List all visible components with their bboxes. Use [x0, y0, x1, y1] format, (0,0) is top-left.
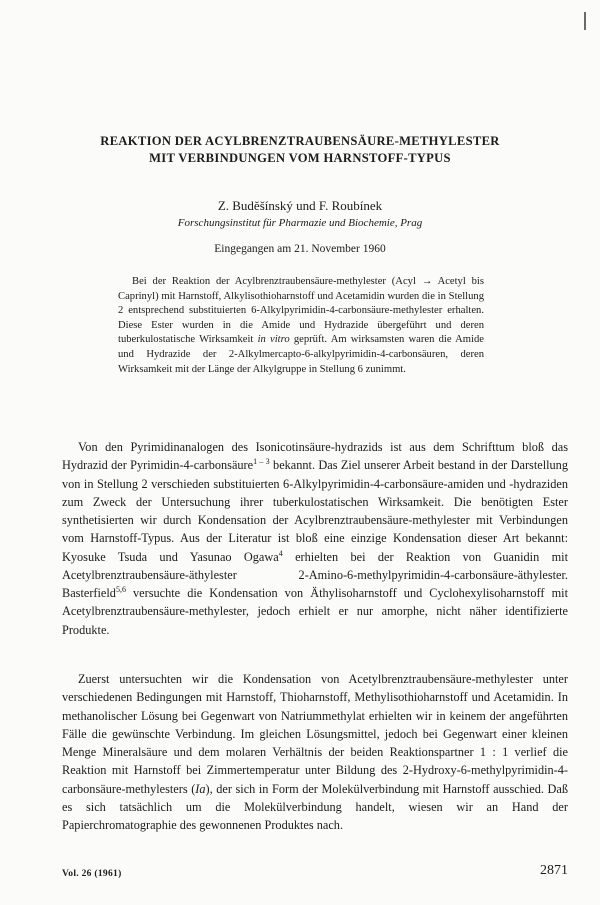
body-paragraph-2: Zuerst untersuchten wir die Kondensation von Acetylbrenztraubensäure-methylester unter verschiedenen Bedingungen mit Harnstoff, Thioharnstoff, Methylisothioharnstoff und Acetamidin. In methanolischer Lösung bei Gegenwart von Natriummethylat erhielten wir in keinem der angeführten Fälle die gewünschte Verbindung. Im gleichen Lösungsmittel, jedoch bei Gegenwart einer kleinen Menge Mineralsäure und dem molaren Verhältnis der beiden Reaktionspartner 1 : 1 verlief die Reaktion mit Harnstoff bei Zimmertemperatur unter Bildung des 2-Hydroxy-6-methylpyrimidin-4-carbonsäure-methylesters (Ia), der sich in Form der Molekülverbindung mit Harnstoff ausschied. Daß es sich tatsächlich um die Molekülverbindung handelt, wiesen wir an Hand der Papierchromatographie des gewonnenen Produktes nach.	[62, 672, 568, 832]
journal-volume: Vol. 26 (1961)	[62, 869, 122, 879]
citation-4: 4	[278, 548, 283, 558]
body-paragraph-1: Von den Pyrimidinanalogen des Isonicotinsäure-hydrazids ist aus dem Schrifttum bloß das Hydrazid der Pyrimidin-4-carbonsäure$^{1 - 3}$ bekannt. Das Ziel unserer Arbeit bestand in der Darstellung von in Stellung 2 verschieden substituierten 6-Alkylpyrimidin-4-carbonsäure-amiden und -hydraziden zum Zweck der Untersuchung ihrer tuberkulostatischen Wirksamkeit. Die benötigten Ester synthetisierten wir durch Kondensation der Acylbrenztraubensäure-methylester mit Verbindungen vom Harnstoff-Typus. Aus der Literatur ist bloß eine einzige Kondensation dieser Art bekannt: Kyosuke Tsuda und Yasunao Ogawa$^4$ erhielten bei der Reaktion von Guanidin mit Acetylbrenztraubensäure-äthylester 2-Amino-6-methylpyrimidin-4-carbonsäure-äthylester. Basterfield$^{5,6}$ versuchte die Kondensation von Äthylisoharnstoff und Cyclohexylisoharnstoff mit Acetylbrenztraubensäure-methylester, jedoch erhielt er nur amorphe, nicht näher identifizierte Produkte.	[62, 440, 568, 637]
scan-artifact	[584, 12, 586, 30]
received-date: Eingegangen am 21. November 1960	[214, 243, 386, 255]
abstract: Bei der Reaktion der Acylbrenztraubensäure-methylester (Acyl → Acetyl bis Caprinyl) mit Harnstoff, Alkylisothioharnstoff und Acetamidin wurden die in Stellung 2 entsprechend substituierten 6-Alkylpyrimidin-4-carbonsäure-methylester erhalten. Diese Ester wurden in die Amide und Hydrazide übergeführt und deren tuberkulostatische Wirksamkeit in vitro geprüft. Am wirksamsten waren die Amide und Hydrazide der 2-Alkylmercapto-6-alkylpyrimidin-4-carbonsäuren, deren Wirksamkeit mit der Länge der Alkylgruppe in Stellung 6 zunimmt.	[118, 276, 484, 375]
authors: Z. Budĕšínský und F. Roubínek	[217, 198, 383, 213]
title-line-2: MIT VERBINDUNGEN VOM HARNSTOFF-TYPUS	[149, 151, 451, 165]
page-number: 2871	[540, 863, 568, 878]
title-line-1: REAKTION DER ACYLBRENZTRAUBENSÄURE-METHYLESTER	[100, 134, 500, 148]
citation-1-3: 1 – 3	[253, 457, 270, 467]
citation-5-6: 5,6	[115, 584, 126, 594]
affiliation: Forschungsinstitut für Pharmazie und Biochemie, Prag	[177, 217, 423, 229]
